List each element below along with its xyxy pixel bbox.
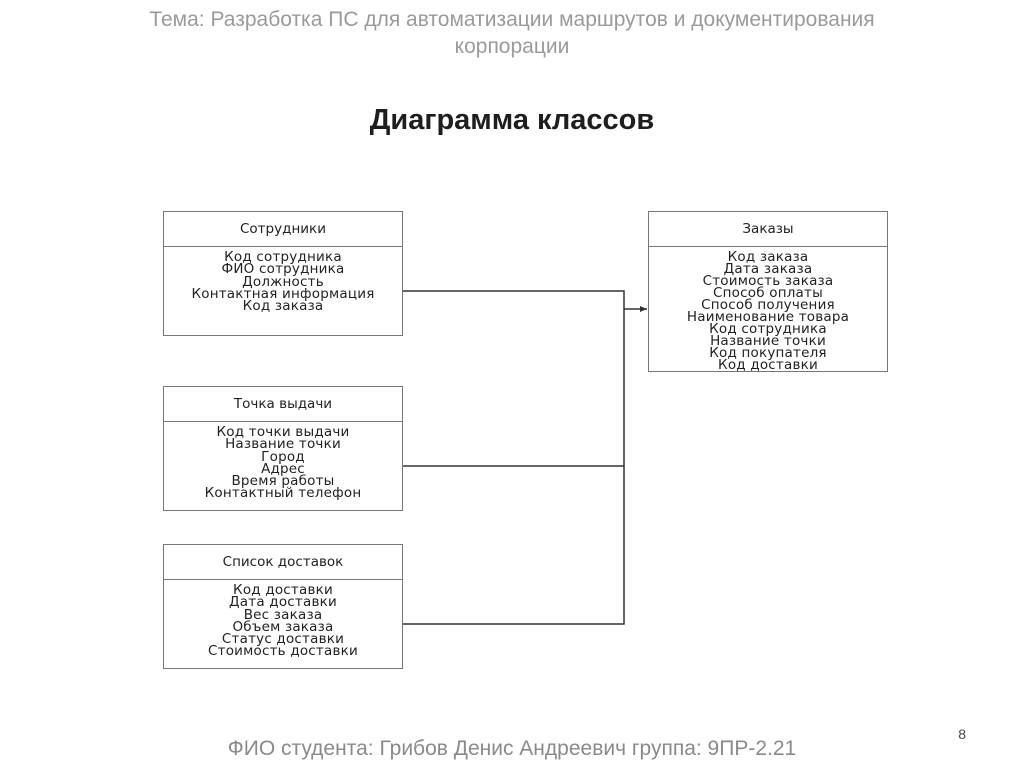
class-field: Статус доставки <box>221 631 345 648</box>
connector-spisok-dostavok <box>403 466 624 624</box>
class-fields-sotrudniki <box>164 247 402 315</box>
class-field: Должность <box>242 273 324 290</box>
class-field: Способ оплаты <box>713 285 823 301</box>
class-field: Время работы <box>231 473 335 490</box>
class-field: Код покупателя <box>709 345 827 361</box>
class-fields-tochka-vydachi <box>164 422 402 500</box>
class-field: Код заказа <box>727 249 809 265</box>
class-field: Город <box>261 448 305 465</box>
class-field: Код сотрудника <box>709 321 827 337</box>
class-field: Адрес <box>261 460 305 477</box>
class-field: Контактный телефон <box>204 485 362 502</box>
diagram-heading: Диаграмма классов <box>369 104 655 136</box>
class-field: Название точки <box>225 436 341 453</box>
class-field: ФИО сотрудника <box>221 261 345 278</box>
class-field: Название точки <box>710 333 826 349</box>
class-box-tochka-vydachi <box>163 386 403 511</box>
class-title-zakazy: Заказы <box>649 212 887 247</box>
class-field: Дата доставки <box>229 594 337 611</box>
student-footer: ФИО студента: Грибов Денис Андреевич группа: 9ПР-2.21 <box>227 737 797 760</box>
class-field: Наименование товара <box>686 309 850 325</box>
class-fields-spisok-dostavok <box>164 580 402 658</box>
page-number: 8 <box>958 726 966 742</box>
connector-sotrudniki <box>403 291 624 309</box>
class-title-sotrudniki: Сотрудники <box>164 212 402 247</box>
connector-tochka-vydachi <box>403 309 624 466</box>
class-field: Код сотрудника <box>224 249 342 265</box>
class-field: Дата заказа <box>723 261 813 277</box>
slide-topic-line-1: Тема: Разработка ПС для автоматизации маршрутов и документирования <box>149 8 875 31</box>
class-field: Код заказа <box>242 298 324 315</box>
class-field: Способ получения <box>701 297 835 313</box>
class-field: Контактная информация <box>191 285 375 302</box>
class-fields-zakazy <box>649 247 887 371</box>
class-field: Код точки выдачи <box>216 424 350 440</box>
class-box-sotrudniki <box>163 211 403 336</box>
class-field: Стоимость доставки <box>208 643 358 660</box>
class-box-spisok-dostavok <box>163 544 403 669</box>
class-title-spisok-dostavok: Список доставок <box>164 545 402 580</box>
class-field: Объем заказа <box>232 618 334 635</box>
class-box-zakazy <box>648 211 888 372</box>
class-title-tochka-vydachi: Точка выдачи <box>164 387 402 422</box>
class-field: Код доставки <box>718 357 818 373</box>
class-field: Вес заказа <box>243 606 323 623</box>
class-field: Стоимость заказа <box>702 273 834 289</box>
class-field: Код доставки <box>233 582 333 598</box>
slide-topic-line-2: корпорации <box>454 35 570 58</box>
